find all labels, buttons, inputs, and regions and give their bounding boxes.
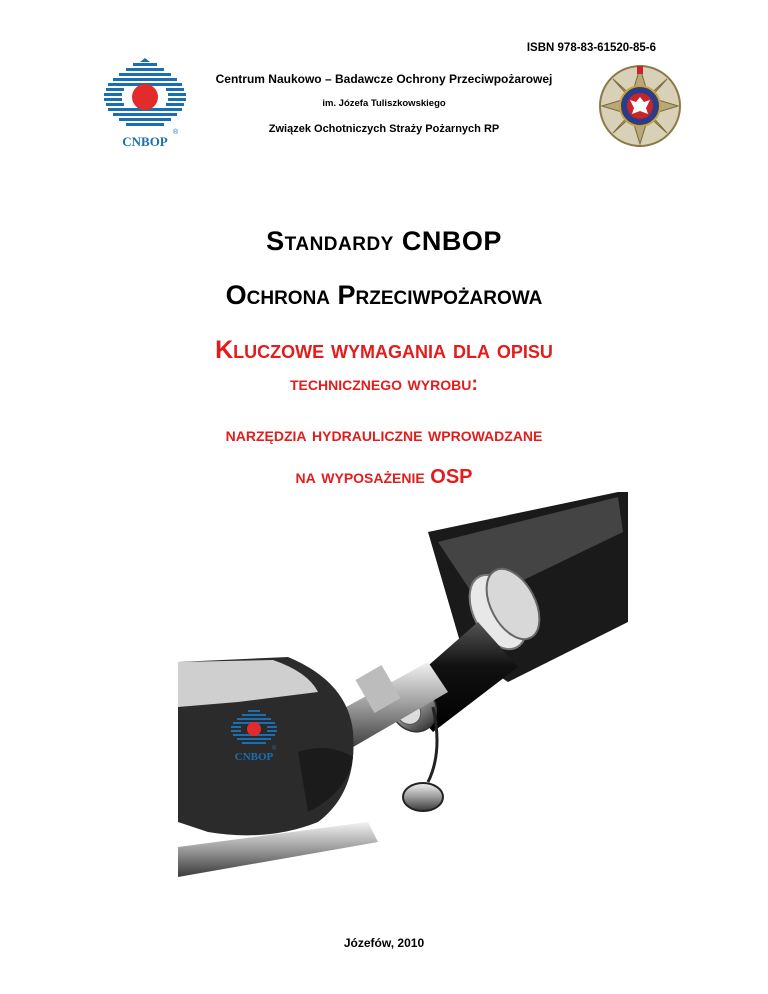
cnbop-logo-text: CNBOP	[122, 134, 168, 148]
isbn-text: ISBN 978-83-61520-85-6	[526, 42, 656, 54]
svg-text:®: ®	[272, 746, 277, 752]
title-opis-wyrobu: technicznego wyrobu:	[290, 373, 478, 395]
union-name: Związek Ochotniczych Straży Pożarnych RP	[268, 123, 500, 135]
svg-text:®: ®	[173, 129, 179, 136]
title-standardy: Standardy CNBOP	[266, 226, 502, 256]
title-ochrona: Ochrona Przeciwpożarowa	[225, 280, 543, 310]
svg-text:CNBOP: CNBOP	[234, 751, 274, 763]
zosp-emblem-icon	[598, 64, 682, 148]
institution-name: Centrum Naukowo – Badawcze Ochrony Przeciwpożarowej	[215, 72, 553, 86]
title-wyposazenie: na wyposażenie OSP	[295, 466, 473, 488]
institution-patron: im. Józefa Tuliszkowskiego	[322, 98, 446, 109]
title-narzedzia: narzędzia hydrauliczne wprowadzane	[225, 424, 543, 446]
footer-place-year: Józefów, 2010	[343, 936, 425, 950]
title-wymagania: Kluczowe wymagania dla opisu	[215, 336, 553, 364]
hydraulic-coupling-photo	[178, 492, 628, 896]
